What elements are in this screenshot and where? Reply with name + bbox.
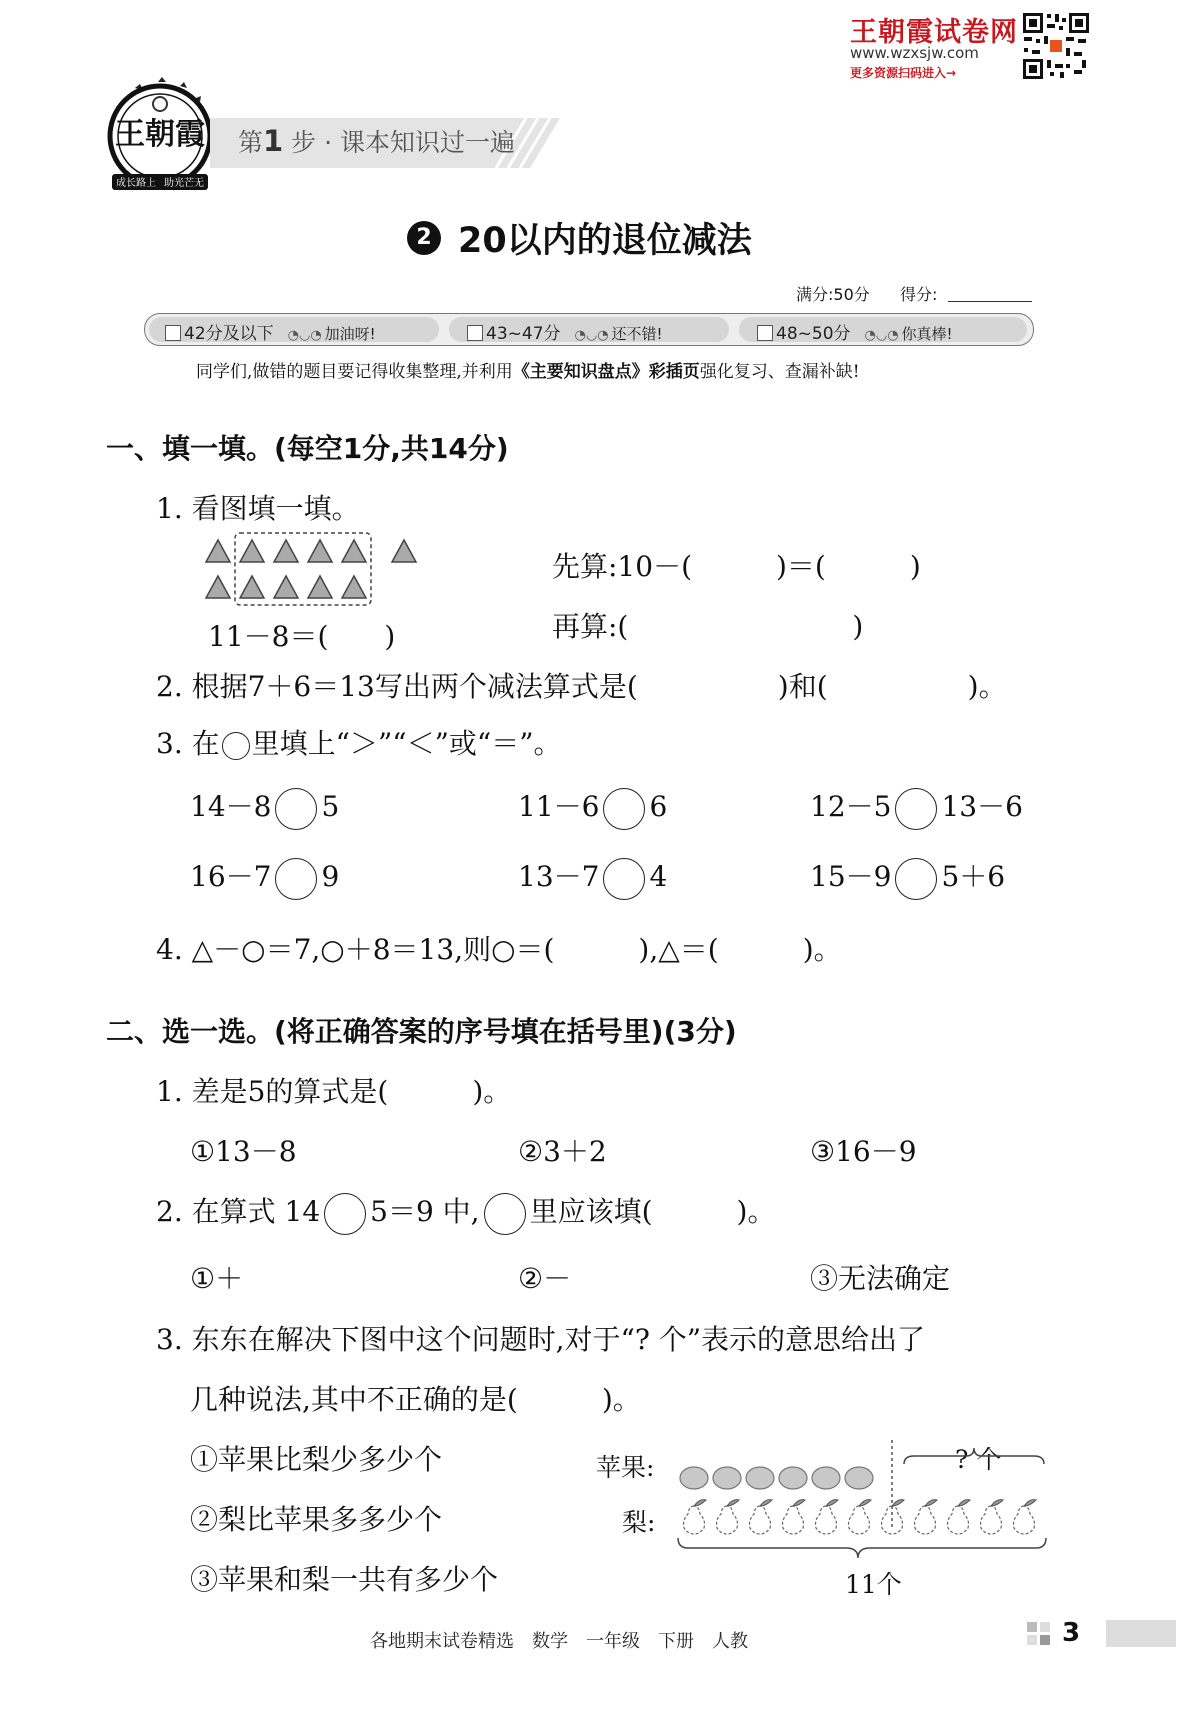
- section-heading-2: 二、选一选。(将正确答案的序号填在括号里)(3分): [106, 1015, 737, 1048]
- page-bar: [1106, 1620, 1176, 1647]
- compare-circle[interactable]: [275, 788, 317, 830]
- footer-text: 各地期末试卷精选 数学 一年级 下册 人教: [370, 1631, 748, 1652]
- pear-label: 梨:: [622, 1508, 656, 1537]
- notice-text: 同学们,做错的题目要记得收集整理,并利用《主要知识盘点》彩插页强化复习、查漏补缺!: [196, 362, 860, 382]
- q1-4: 4. △－○＝7,○＋8＝13,则○＝( ),△＝( )。: [156, 933, 842, 966]
- pear-row: [684, 1500, 1037, 1534]
- compare-circle[interactable]: [895, 788, 937, 830]
- q2-2-option-2[interactable]: ②－: [518, 1262, 572, 1295]
- q2-3-line-2: 几种说法,其中不正确的是( )。: [190, 1383, 641, 1416]
- pear-icon: [915, 1500, 938, 1534]
- q2-2-option-3[interactable]: ③无法确定: [810, 1262, 951, 1295]
- apple-icon: [812, 1467, 840, 1489]
- step-label: 第1 步 · 课本知识过一遍: [238, 124, 515, 158]
- q1-1-stem: 1. 看图填一填。: [156, 492, 360, 525]
- page-squares-icon: [1027, 1622, 1051, 1646]
- apple-icon: [779, 1467, 807, 1489]
- compare-circle[interactable]: [603, 788, 645, 830]
- apple-label: 苹果:: [596, 1453, 655, 1482]
- face-icon: ◔◡◔: [574, 328, 609, 343]
- apple-icon: [746, 1467, 774, 1489]
- seal-motto-left: 成长路上: [116, 178, 156, 189]
- grade-level-2: 43~47分 ◔◡◔ 还不错!: [467, 319, 663, 344]
- page-title: 20以内的退位减法: [458, 221, 752, 261]
- brand-scan-note: 更多资源扫码进入→: [850, 66, 957, 80]
- score-blank[interactable]: [948, 301, 1032, 302]
- checkbox[interactable]: [757, 325, 773, 341]
- compare-item-3: 12－5 13－6: [810, 785, 1023, 830]
- compare-item-5: 13－7 4: [518, 855, 667, 900]
- pear-icon: [882, 1500, 905, 1534]
- score-label: 得分:: [900, 285, 938, 304]
- brand-url: www.wzxsjw.com: [850, 44, 979, 62]
- grade-bar: [144, 313, 1034, 346]
- q1-2: 2. 根据7＋6＝13写出两个减法算式是( )和( )。: [156, 670, 1007, 703]
- q2-1-stem: 1. 差是5的算式是( )。: [156, 1075, 512, 1108]
- pear-icon: [1014, 1500, 1037, 1534]
- pear-icon: [948, 1500, 971, 1534]
- face-icon: ◔◡◔: [287, 328, 322, 343]
- seal-name: 王朝霞: [115, 117, 205, 152]
- q1-3-stem: 3. 在 里填上“＞”“＜”或“＝”。: [156, 727, 562, 760]
- q2-3-option-3[interactable]: ③苹果和梨一共有多少个: [190, 1563, 499, 1596]
- checkbox[interactable]: [467, 325, 483, 341]
- circle-blank-icon: [484, 1193, 526, 1235]
- q2-1-option-1[interactable]: ①13－8: [190, 1135, 297, 1168]
- full-score: 满分:50分: [796, 285, 870, 304]
- q1-1-equation: 11－8＝( ): [208, 620, 396, 653]
- pear-icon: [717, 1500, 740, 1534]
- compare-item-4: 16－7 9: [190, 855, 339, 900]
- pear-icon: [816, 1500, 839, 1534]
- q2-3-option-1[interactable]: ①苹果比梨少多少个: [190, 1443, 443, 1476]
- lesson-number-badge: 2: [407, 221, 441, 255]
- compare-circle[interactable]: [603, 858, 645, 900]
- q2-1-option-3[interactable]: ③16－9: [810, 1135, 917, 1168]
- q1-1-second-step: 再算:( ): [552, 610, 864, 643]
- q1-1-first-step: 先算:10－( )＝( ): [552, 550, 921, 583]
- compare-circle[interactable]: [275, 858, 317, 900]
- page-number: 3: [1062, 1618, 1081, 1648]
- brand-name: 王朝霞试卷网: [850, 17, 1018, 48]
- section-heading-1: 一、填一填。(每空1分,共14分): [106, 432, 509, 465]
- circle-blank-icon: [324, 1193, 366, 1235]
- compare-item-1: 14－8 5: [190, 785, 339, 830]
- fruit-figure: [670, 1440, 1080, 1570]
- qr-code-icon: [1022, 12, 1090, 80]
- pear-icon: [684, 1500, 707, 1534]
- q2-2-option-1[interactable]: ①＋: [190, 1262, 244, 1295]
- brand-seal-logo: [100, 74, 220, 204]
- q2-2-stem: 2. 在算式 14 5＝9 中, 里应该填( )。: [156, 1190, 775, 1235]
- q2-3-line-1: 3. 东东在解决下图中这个问题时,对于“? 个”表示的意思给出了: [156, 1323, 926, 1356]
- pear-icon: [849, 1500, 872, 1534]
- apple-icon: [680, 1467, 708, 1489]
- compare-item-6: 15－9 5＋6: [810, 855, 1005, 900]
- q2-3-option-2[interactable]: ②梨比苹果多多少个: [190, 1503, 443, 1536]
- checkbox[interactable]: [165, 325, 181, 341]
- apple-icon: [713, 1467, 741, 1489]
- circle-blank-icon: [222, 732, 250, 760]
- q2-1-option-2[interactable]: ②3＋2: [518, 1135, 607, 1168]
- compare-item-2: 11－6 6: [518, 785, 667, 830]
- compare-circle[interactable]: [895, 858, 937, 900]
- question-label: ? 个: [955, 1445, 1002, 1474]
- grade-level-3: 48~50分 ◔◡◔ 你真棒!: [757, 319, 953, 344]
- pear-icon: [981, 1500, 1004, 1534]
- grade-level-1: 42分及以下 ◔◡◔ 加油呀!: [165, 319, 376, 344]
- seal-motto-right: 助光芒无: [164, 178, 204, 189]
- pear-icon: [783, 1500, 806, 1534]
- total-label: 11个: [845, 1570, 902, 1599]
- triangle-figure: [202, 530, 432, 610]
- pear-icon: [750, 1500, 773, 1534]
- face-icon: ◔◡◔: [864, 328, 899, 343]
- apple-icon: [845, 1467, 873, 1489]
- apple-row: [680, 1467, 873, 1489]
